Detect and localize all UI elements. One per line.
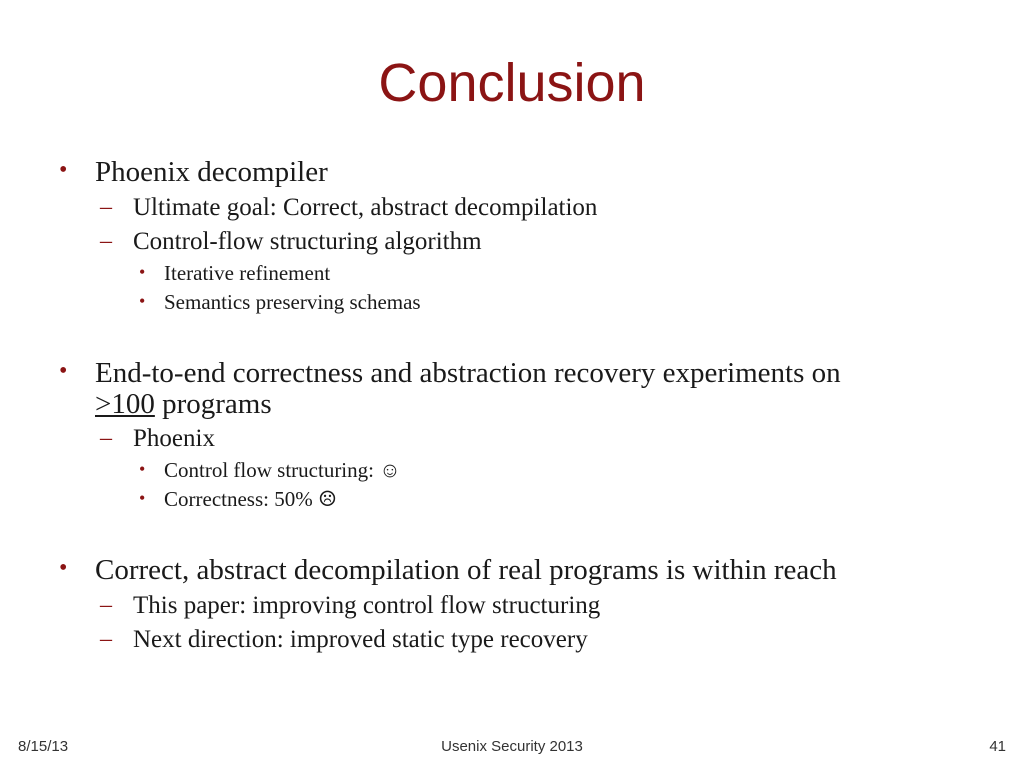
bullet-marker: •: [59, 157, 68, 183]
bullet-experiments: [59, 357, 841, 389]
bullet-marker: •: [139, 488, 146, 508]
subsubbullet-control-flow-result: [139, 458, 401, 482]
bullet-experiments-line2: [95, 389, 272, 420]
subsubbullet-text: Control flow structuring: ☺: [164, 458, 401, 482]
subbullet-next-direction: [100, 626, 588, 654]
subsubbullet-semantics-schemas: [139, 290, 421, 314]
bullet-text: Correct, abstract decompilation of real programs is within reach: [95, 554, 837, 586]
slide-title: Conclusion: [378, 53, 646, 113]
subbullet-text: This paper: improving control flow structuring: [133, 592, 601, 619]
subbullet-text: Ultimate goal: Correct, abstract decompilation: [133, 194, 598, 221]
dash-marker: –: [100, 592, 112, 618]
subbullet-text: Next direction: improved static type recovery: [133, 626, 588, 653]
subbullet-control-flow-algorithm: [100, 228, 482, 256]
subbullet-text: Control-flow structuring algorithm: [133, 228, 482, 255]
subsubbullet-correctness-result: [139, 487, 337, 511]
subsubbullet-iterative-refinement: [139, 261, 331, 285]
bullet-text-line1: End-to-end correctness and abstraction recovery experiments on: [95, 357, 841, 389]
bullet-marker: •: [59, 555, 68, 581]
subbullet-phoenix: [100, 425, 215, 453]
subbullet-this-paper: [100, 592, 601, 620]
subsubbullet-text: Correctness: 50% ☹: [164, 487, 337, 511]
bullet-marker: •: [139, 291, 146, 311]
bullet-phoenix-decompiler: [59, 156, 328, 188]
dash-marker: –: [100, 425, 112, 451]
bullet-text-line2: programs: [154, 388, 272, 420]
footer-page-number: 41: [989, 738, 1006, 755]
subbullet-ultimate-goal: [100, 194, 598, 222]
subsubbullet-text: Semantics preserving schemas: [164, 290, 421, 314]
dash-marker: –: [100, 194, 112, 220]
dash-marker: –: [100, 626, 112, 652]
bullet-text: Phoenix decompiler: [95, 156, 328, 188]
bullet-within-reach: [59, 554, 837, 586]
subbullet-text: Phoenix: [133, 425, 215, 452]
bullet-marker: •: [139, 262, 146, 282]
footer-date: 8/15/13: [18, 738, 69, 755]
subsubbullet-text: Iterative refinement: [164, 261, 331, 285]
bullet-marker: •: [59, 358, 68, 384]
bullet-marker: •: [139, 459, 146, 479]
underlined-count: >100: [95, 388, 155, 420]
dash-marker: –: [100, 228, 112, 254]
footer-venue: Usenix Security 2013: [441, 738, 583, 755]
